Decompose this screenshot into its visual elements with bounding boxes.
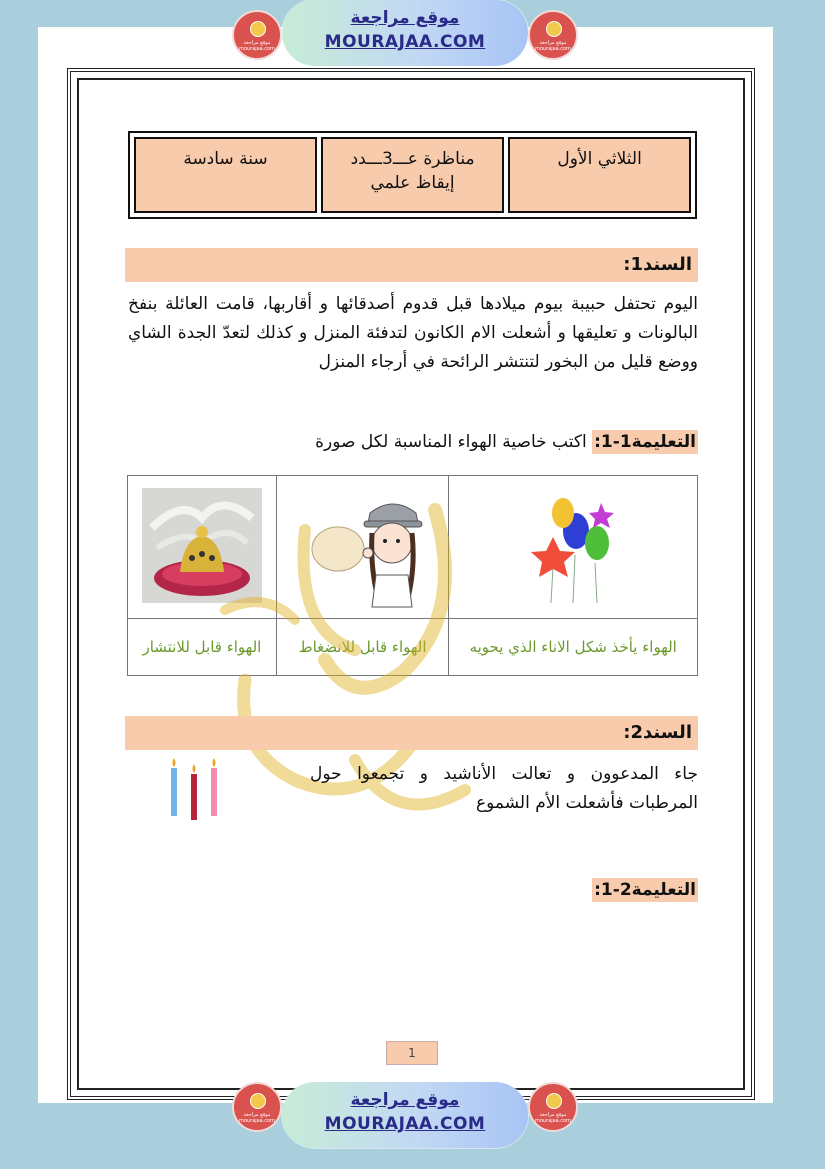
site-logo-right-top[interactable] xyxy=(528,10,578,60)
sanad2-title: السند2: xyxy=(125,716,698,750)
sanad1-title: السند1: xyxy=(125,248,698,282)
header-level: سنة سادسة xyxy=(134,137,317,213)
answer-3: الهواء قابل للانتشار xyxy=(128,619,277,676)
answer-2: الهواء قابل للانضغاط xyxy=(276,619,449,676)
header-table xyxy=(128,131,697,219)
site-badge-bottom[interactable] xyxy=(282,1082,528,1148)
logo-emblem-icon xyxy=(250,21,266,37)
site-name-en: MOURAJAA.COM xyxy=(324,32,486,52)
sanad1-text: اليوم تحتفل حبيبة بيوم ميلادها قبل قدوم أصدقائها و أقاربها، قامت العائلة بنفخ البالونات و تعليقها و أشعلت الام الكانون لتدفئة المنزل و كذلك لتعدّ الجدة الشاي ووضع قليل من البخور لتنتشر الرائحة في أرجاء المنزل xyxy=(128,294,698,372)
site-name-en: MOURAJAA.COM xyxy=(324,1114,486,1134)
logo-text: موقع مراجعة mourajaa.com xyxy=(238,1112,275,1124)
header-term: الثلاثي الأول xyxy=(508,137,691,213)
site-logo-right-bottom[interactable] xyxy=(528,1082,578,1132)
site-name-ar: موقع مراجعة xyxy=(350,8,460,28)
instruction2 xyxy=(200,880,698,900)
answer-1: الهواء يأخذ شكل الاناء الذي يحويه xyxy=(449,619,698,676)
logo-emblem-icon xyxy=(546,21,562,37)
instruction1-text: اكتب خاصية الهواء المناسبة لكل صورة xyxy=(315,432,593,452)
site-logo-left-top[interactable] xyxy=(232,10,282,60)
sanad2-text: جاء المدعوون و تعالت الأناشيد و تجمعوا حول المرطبات فأشعلت الأم الشموع xyxy=(310,764,698,813)
instruction1-label: التعليمة1-1: xyxy=(594,432,696,452)
logo-emblem-icon xyxy=(546,1093,562,1109)
logo-text: موقع مراجعة mourajaa.com xyxy=(238,40,275,52)
page-number: 1 xyxy=(386,1041,438,1065)
balloons-icon xyxy=(513,485,633,605)
site-logo-left-bottom[interactable] xyxy=(232,1082,282,1132)
instruction2-label: التعليمة2-1: xyxy=(594,880,696,900)
instruction1 xyxy=(200,432,698,452)
site-badge-top[interactable] xyxy=(282,0,528,66)
candles-icon xyxy=(164,756,224,822)
site-name-ar: موقع مراجعة xyxy=(350,1090,460,1110)
header-subject: مناظرة عـــ3ـــدد إيقاظ علمي xyxy=(321,137,504,213)
logo-text: موقع مراجعة mourajaa.com xyxy=(534,40,571,52)
logo-emblem-icon xyxy=(250,1093,266,1109)
logo-text: موقع مراجعة mourajaa.com xyxy=(534,1112,571,1124)
